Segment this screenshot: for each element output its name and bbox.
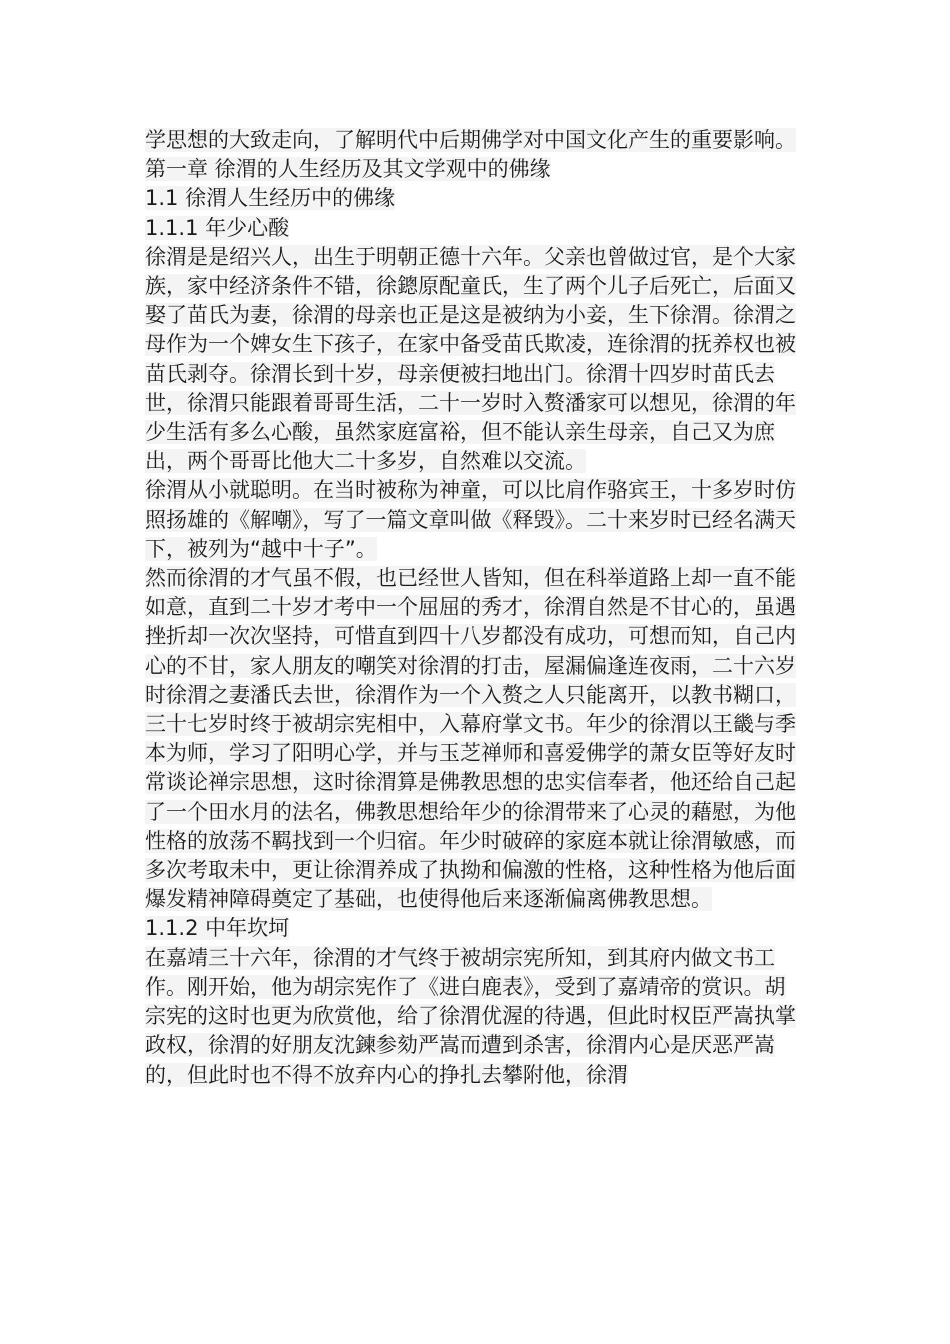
paragraph-family-background: 徐渭是是绍兴人，出生于明朝正德十六年。父亲也曾做过官，是个大家族，家中经济条件不错，徐鏓原配童氏，生了两个儿子后死亡，后面又娶了苗氏为妻，徐渭的母亲也正是这是被纳为小妾，生下徐渭。徐渭之母作为一个婢女生下孩子，在家中备受苗氏欺凌，连徐渭的抚养权也被苗氏剥夺。徐渭长到十岁，母亲便被扫地出门。徐渭十四岁时苗氏去世，徐渭只能跟着哥哥生活，二十一岁时入赘潘家可以想见，徐渭的年少生活有多么心酸，虽然家庭富裕，但不能认亲生母亲，自己又为庶出，两个哥哥比他大二十多岁，自然难以交流。 bbox=[145, 244, 796, 474]
subsection-heading-middle-age: 1.1.2 中年坎坷 bbox=[145, 916, 290, 941]
paragraph-service-under-hu: 在嘉靖三十六年，徐渭的才气终于被胡宗宪所知，到其府内做文书工作。刚开始，他为胡宗宪作了《进白鹿表》，受到了嘉靖帝的赏识。胡宗宪的这时也更为欣赏他，给了徐渭优渥的待遇，但此时权臣严嵩执掌政权，徐渭的好朋友沈鍊参劾严嵩而遭到杀害，徐渭内心是厌恶严嵩的，但此时也不得不放弃内心的挣扎去攀附他，徐渭 bbox=[145, 945, 796, 1087]
subsection-heading-youth: 1.1.1 年少心酸 bbox=[145, 215, 290, 240]
section-heading: 1.1 徐渭人生经历中的佛缘 bbox=[145, 186, 396, 211]
document-page bbox=[145, 126, 805, 1090]
intro-paragraph-tail: 学思想的大致走向，了解明代中后期佛学对中国文化产生的重要影响。 bbox=[145, 128, 796, 152]
paragraph-childhood-talent: 徐渭从小就聪明。在当时被称为神童，可以比肩作骆宾王，十多岁时仿照扬雄的《解嘲》，写了一篇文章叫做《释毁》。二十来岁时已经名满天下，被列为“越中十子”。 bbox=[145, 478, 796, 561]
chapter-heading: 第一章 徐渭的人生经历及其文学观中的佛缘 bbox=[145, 157, 551, 182]
paragraph-exam-setbacks: 然而徐渭的才气虽不假，也已经世人皆知，但在科举道路上却一直不能如意，直到二十岁才考中一个屈屈的秀才，徐渭自然是不甘心的，虽遇挫折却一次次坚持，可惜直到四十八岁都没有成功，可想而知，自己内心的不甘，家人朋友的嘲笑对徐渭的打击，屋漏偏逢连夜雨，二十六岁时徐渭之妻潘氏去世，徐渭作为一个入赘之人只能离开，以教书糊口，三十七岁时终于被胡宗宪相中，入幕府掌文书。年少的徐渭以王畿与季本为师，学习了阳明心学，并与玉芝禅师和喜爱佛学的萧女臣等好友时常谈论禅宗思想，这时徐渭算是佛教思想的忠实信奉者，他还给自己起了一个田水月的法名，佛教思想给年少的徐渭带来了心灵的藉慰，为他性格的放荡不羁找到一个归宿。年少时破碎的家庭本就让徐渭敏感，而多次考取未中，更让徐渭养成了执拗和偏激的性格，这种性格为他后面爆发精神障碍奠定了基础，也使得他后来逐渐偏离佛教思想。 bbox=[145, 566, 796, 912]
